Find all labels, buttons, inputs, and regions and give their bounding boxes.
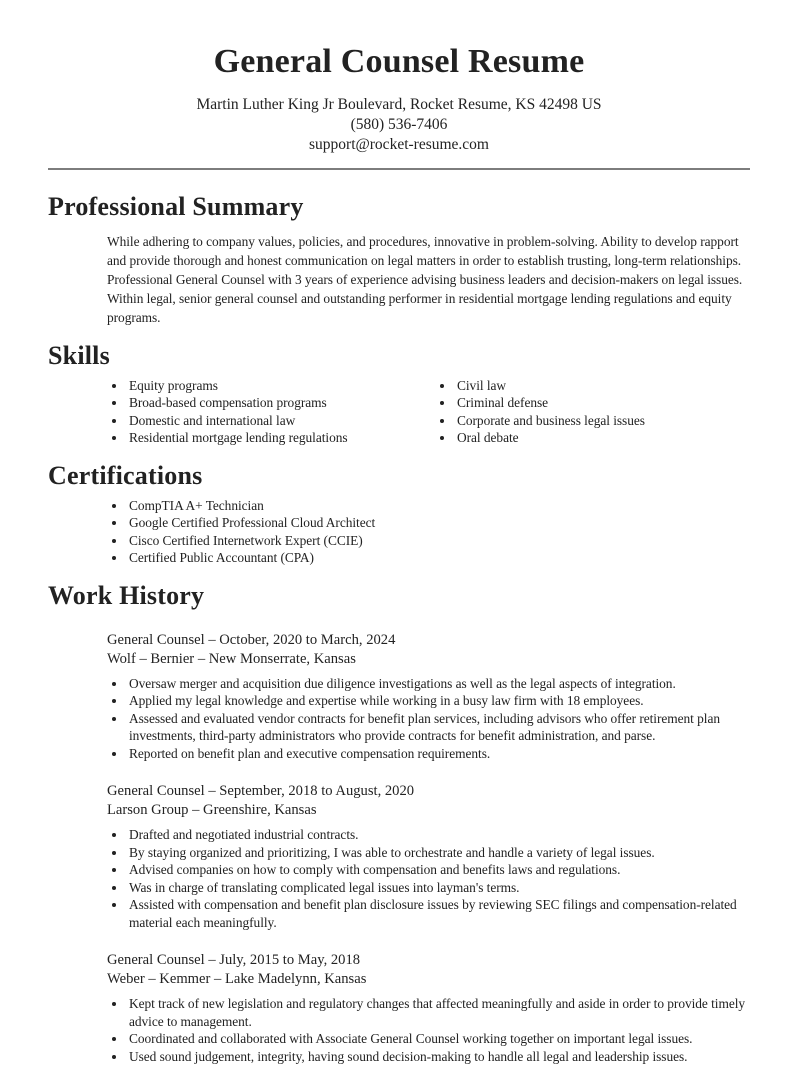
job-bullet: • Advised companies on how to comply with compensation and benefits laws and regulations. bbox=[127, 861, 750, 879]
section-work-history bbox=[48, 581, 750, 1065]
certifications-heading: Certifications bbox=[48, 460, 203, 490]
job-bullet: • Assisted with compensation and benefit plan disclosure issues by reviewing SEC filings and compensation-related material each meaningfully. bbox=[127, 896, 750, 931]
skills-columns bbox=[107, 371, 750, 447]
professional-summary-text: While adhering to company values, policies, and procedures, innovative in problem-solving. Ability to develop rapport and provide thorough and honest communication on legal matters in order to establish trusting, long-term relationships. Professional General Counsel with 3 years of experience advising business leaders and decision-makers on legal issues. Within legal, senior general counsel and outstanding performer in residential mortgage lending regulations and equity programs. bbox=[107, 233, 743, 325]
job-entry bbox=[107, 631, 750, 763]
jobs-container bbox=[107, 631, 750, 1065]
certifications-list bbox=[107, 497, 750, 567]
job-bullet: • Reported on benefit plan and executive compensation requirements. bbox=[127, 745, 750, 763]
section-certifications bbox=[48, 461, 750, 567]
job-company: Larson Group – Greenshire, Kansas bbox=[107, 802, 317, 819]
skill-item: • Broad-based compensation programs bbox=[127, 394, 435, 412]
contact-address: Martin Luther King Jr Boulevard, Rocket Resume, KS 42498 US bbox=[196, 95, 602, 113]
job-entry bbox=[107, 951, 750, 1065]
resume-header bbox=[48, 42, 750, 155]
skill-item: • Equity programs bbox=[127, 377, 435, 395]
certification-item: • Certified Public Accountant (CPA) bbox=[127, 549, 750, 567]
job-bullet-list bbox=[107, 826, 750, 931]
skill-item: • Domestic and international law bbox=[127, 412, 435, 430]
certification-item: • CompTIA A+ Technician bbox=[127, 497, 750, 515]
skills-column-1 bbox=[107, 377, 435, 447]
job-bullet: • Used sound judgement, integrity, having sound decision-making to handle all legal and leadership issues. bbox=[127, 1048, 750, 1065]
certification-item: • Google Certified Professional Cloud Architect bbox=[127, 514, 750, 532]
section-professional-summary bbox=[48, 192, 750, 327]
certification-item: • Cisco Certified Internetwork Expert (CCIE) bbox=[127, 532, 750, 550]
job-bullet: • Coordinated and collaborated with Associate General Counsel working together on important legal issues. bbox=[127, 1030, 750, 1048]
job-company: Wolf – Bernier – New Monserrate, Kansas bbox=[107, 650, 356, 667]
skill-item: • Oral debate bbox=[455, 429, 750, 447]
contact-email: support@rocket-resume.com bbox=[309, 135, 489, 153]
job-bullet: • Drafted and negotiated industrial contracts. bbox=[127, 826, 750, 844]
job-title: General Counsel – October, 2020 to March, 2024 bbox=[107, 631, 396, 648]
skills-column-2 bbox=[435, 377, 750, 447]
job-bullet: • Applied my legal knowledge and expertise while working in a busy law firm with 18 employees. bbox=[127, 692, 750, 710]
job-bullet: • Kept track of new legislation and regulatory changes that affected meaningfully and aside in order to provide timely advice to management. bbox=[127, 995, 750, 1030]
job-bullet: • By staying organized and prioritizing, I was able to orchestrate and handle a variety of legal issues. bbox=[127, 844, 750, 862]
job-title: General Counsel – July, 2015 to May, 2018 bbox=[107, 952, 361, 969]
work-history-heading: Work History bbox=[48, 580, 205, 610]
job-entry bbox=[107, 782, 750, 931]
professional-summary-heading: Professional Summary bbox=[48, 191, 304, 221]
job-title: General Counsel – September, 2018 to August, 2020 bbox=[107, 783, 415, 800]
contact-block bbox=[48, 95, 750, 155]
skill-item: • Civil law bbox=[455, 377, 750, 395]
job-company: Weber – Kemmer – Lake Madelynn, Kansas bbox=[107, 971, 367, 988]
resume-title: General Counsel Resume bbox=[213, 43, 585, 80]
job-bullet-list bbox=[107, 995, 750, 1065]
job-bullet: • Assessed and evaluated vendor contracts for benefit plan services, including advisors who offer retirement plan investments, third-party administrators who provide contracts for benefit administration, and parse. bbox=[127, 710, 750, 745]
job-bullet: • Oversaw merger and acquisition due diligence investigations as well as the legal aspects of integration. bbox=[127, 675, 750, 693]
job-bullet-list bbox=[107, 675, 750, 763]
skill-item: • Corporate and business legal issues bbox=[455, 412, 750, 430]
header-divider bbox=[48, 168, 750, 170]
contact-phone: (580) 536-7406 bbox=[350, 115, 448, 133]
job-bullet: • Was in charge of translating complicated legal issues into layman's terms. bbox=[127, 879, 750, 897]
skills-heading: Skills bbox=[48, 340, 110, 370]
skill-item: • Residential mortgage lending regulations bbox=[127, 429, 435, 447]
skill-item: • Criminal defense bbox=[455, 394, 750, 412]
section-skills bbox=[48, 341, 750, 447]
